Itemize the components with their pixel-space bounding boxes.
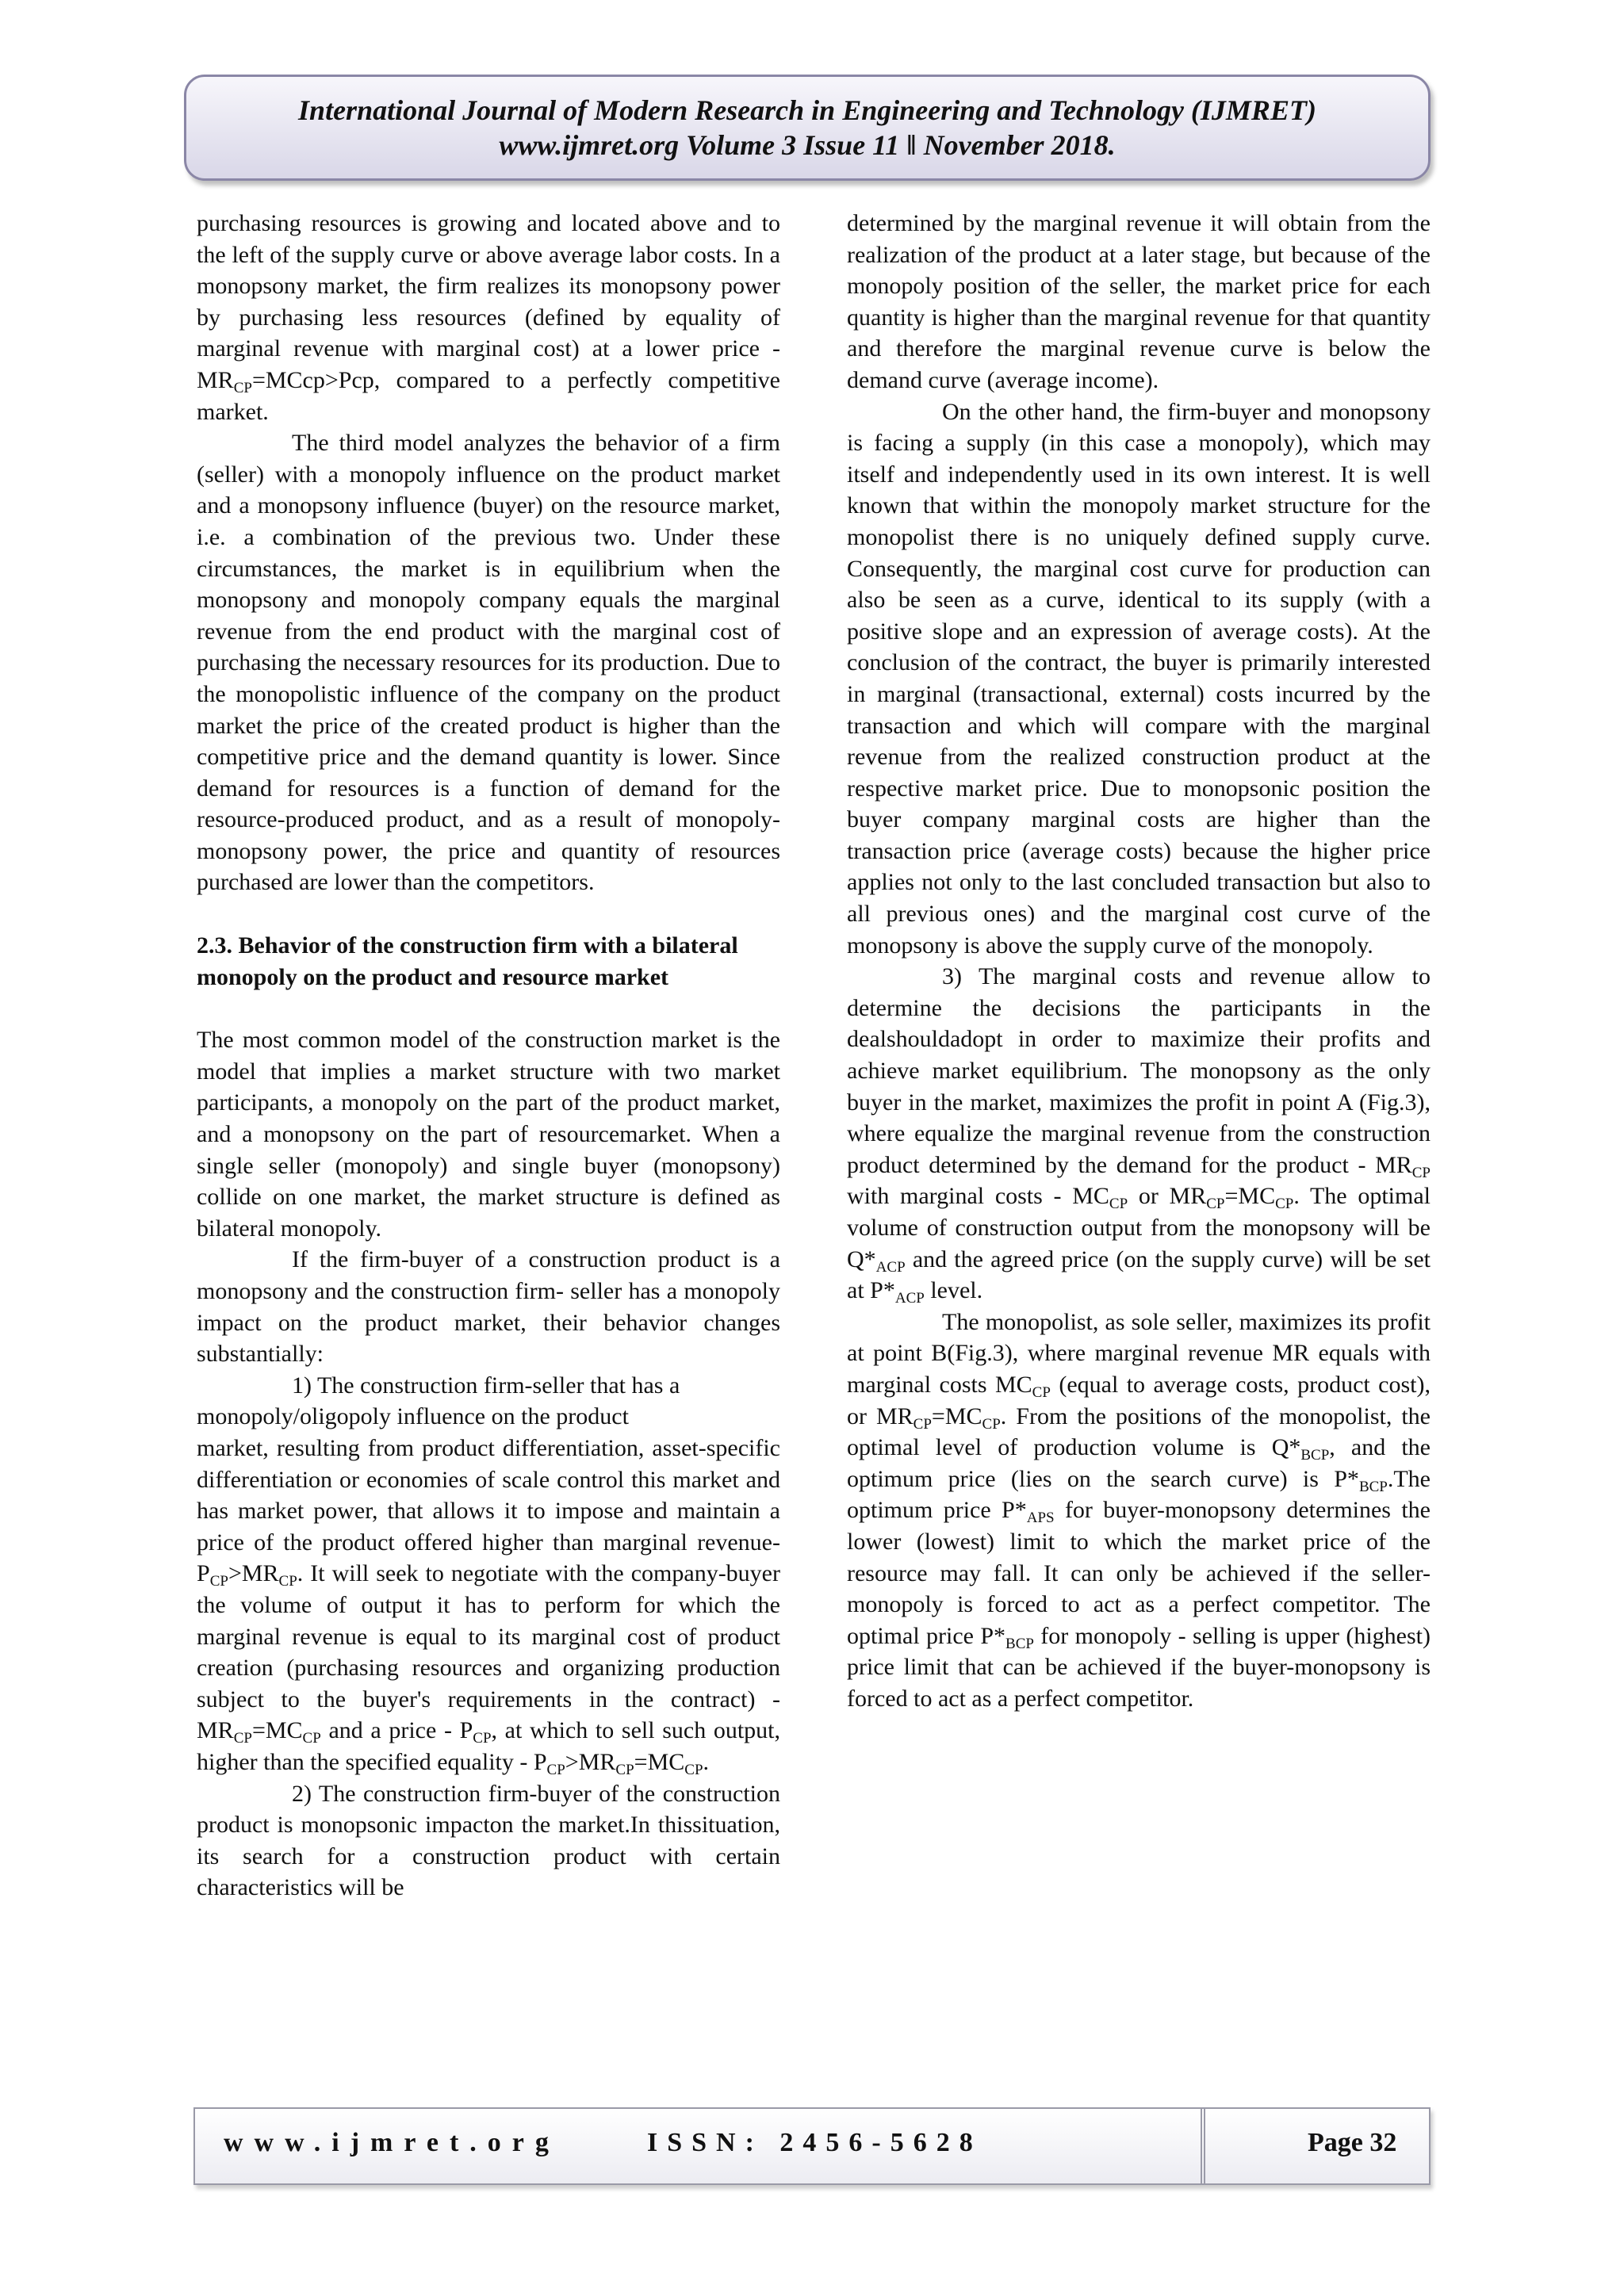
paragraph: On the other hand, the firm-buyer and monopsony is facing a supply (in this case a monopoly), which may itself and independently used in its own interest. It is well known that within the monopoly market structure for the monopolist there is no uniquely defined supply curve. Consequently, the marginal cost curve for production can also be seen as a curve, identical to its supply (with a positive slope and an expression of average costs). At the conclusion of the contract, the buyer is primarily interested in marginal (transactional, external) costs incurred by the transaction and which will compare with the marginal revenue from the realized construction product at the respective market price. Due to monopsonic position the buyer company marginal costs are higher than the transaction price (average costs) because the higher price applies not only to the last concluded transaction but also to all previous ones) and the marginal cost curve of the monopsony is above the supply curve of the monopoly. xyxy=(847,398,1431,959)
page-footer xyxy=(193,2107,1431,2185)
list-item-continued: market, resulting from product differentiation, asset-specific differentiation or economies of scale control this market and has market power, that allows it to impose and maintain a price of the product offered higher than marginal revenue- $P_{CP}>MR_{CP}$. It will seek to negotiate with the company-buyer the volume of output it has to perform for which the marginal revenue is equal to its marginal cost of product creation (purchasing resources and organizing production subject to the buyer's requirements in the contract) - $MR_{CP}=MC_{CP}$ and a price - $P_{CP}$, at which to sell such output, higher than the specified equality - $P_{CP}>MR_{CP}=MC_{CP}$. xyxy=(197,1434,781,1778)
paragraph: determined by the marginal revenue it will obtain from the realization of the product at a later stage, but because of the monopoly position of the seller, the market price for each quantity is higher than the marginal revenue for that quantity and therefore the marginal revenue curve is below the demand curve (average income). xyxy=(847,210,1431,393)
journal-issue: www.ijmret.org Volume 3 Issue 11 ǁ November 2018. xyxy=(499,129,1116,161)
page-number: Page 32 xyxy=(1308,2128,1397,2157)
section-heading: 2.3. Behavior of the construction firm with a bilateral monopoly on the product and resource market xyxy=(197,932,738,990)
paragraph: The monopolist, as sole seller, maximizes its profit at point B(Fig.3), where marginal revenue MR equals with marginal costs $MC_{CP}$ (equal to average costs, product cost), or $MR_{CP}=MC_{CP}$. From the positions of the monopolist, the optimal level of production volume is $Q*_{BCP}$, and the optimum price (lies on the search curve) is $P*_{BCP}.The$ optimum price $P*_{APS}$ for buyer-monopsony determines the lower (lowest) limit to which the market price of the resource may fall. It can only be achieved if the seller-monopoly is forced to act as a perfect competitor. The optimal price $P*_{BCP}$ for monopoly - selling is upper (highest) price limit that can be achieved if the buyer-monopsony is forced to act as a perfect competitor. xyxy=(847,1308,1431,1712)
journal-header xyxy=(184,75,1431,181)
paragraph: The third model analyzes the behavior of a firm (seller) with a monopoly influence on the product market and a monopsony influence (buyer) on the resource market, i.e. a combination of the previous two. Under these circumstances, the market is in equilibrium when the monopsony and monopoly company equals the marginal revenue from the end product with the marginal cost of purchasing the necessary resources for its production. Due to the monopolistic influence of the company on the product market the price of the created product is higher than the competitive price and the demand quantity is lower. Since demand for resources is a function of demand for the resource-produced product, and as a result of monopoly-monopsony power, the price and quantity of resources purchased are lower than the competitors. xyxy=(197,430,780,896)
list-item: 2) The construction firm-buyer of the construction product is monopsonic impacton the market.In thissituation, its search for a construction product with certain characteristics will be xyxy=(197,1780,780,1901)
left-column xyxy=(197,208,780,1904)
paragraph: The most common model of the construction market is the model that implies a market structure with two market participants, a monopoly on the part of the product market, and a monopsony on the part of resourcemarket. When a single seller (monopoly) and single buyer (monopsony) collide on one market, the market structure is defined as bilateral monopoly. xyxy=(197,1027,780,1242)
right-column xyxy=(847,208,1431,1715)
footer-website: www.ijmret.org xyxy=(224,2128,560,2157)
list-item: 3) The marginal costs and revenue allow to determine the decisions the participants in the dealshouldadopt in order to maximize their profits and achieve market equilibrium. The monopsony as the only buyer in the market, maximizes the profit in point A (Fig.3), where equalize the marginal revenue from the construction product determined by the demand for the product - $MR_{CP}$ with marginal costs - $MC_{CP}$ or $MR_{CP}=MC_{CP}$. The optimal volume of construction output from the monopsony will be $Q*_{ACP}$ and the agreed price (on the supply curve) will be set at $P*_{ACP}$ level. xyxy=(847,963,1431,1307)
list-item: 1) The construction firm-seller that has a monopoly/oligopoly influence on the product xyxy=(197,1372,680,1430)
paragraph: If the firm-buyer of a construction product is a monopsony and the construction firm- seller has a monopoly impact on the product market, their behavior changes substantially: xyxy=(197,1246,780,1368)
journal-title: International Journal of Modern Research in Engineering and Technology (IJMRET) xyxy=(298,94,1316,126)
footer-issn: ISSN: 2456-5628 xyxy=(647,2128,982,2157)
paragraph: purchasing resources is growing and located above and to the left of the supply curve or above average labor costs. In a monopsony market, the firm realizes its monopsony power by purchasing less resources (defined by equality of marginal revenue with marginal cost) at a lower price - $MR_{CP}=MCcp>Pcp$, compared to a perfectly competitive market. xyxy=(197,210,780,425)
footer-divider xyxy=(1201,2109,1205,2183)
